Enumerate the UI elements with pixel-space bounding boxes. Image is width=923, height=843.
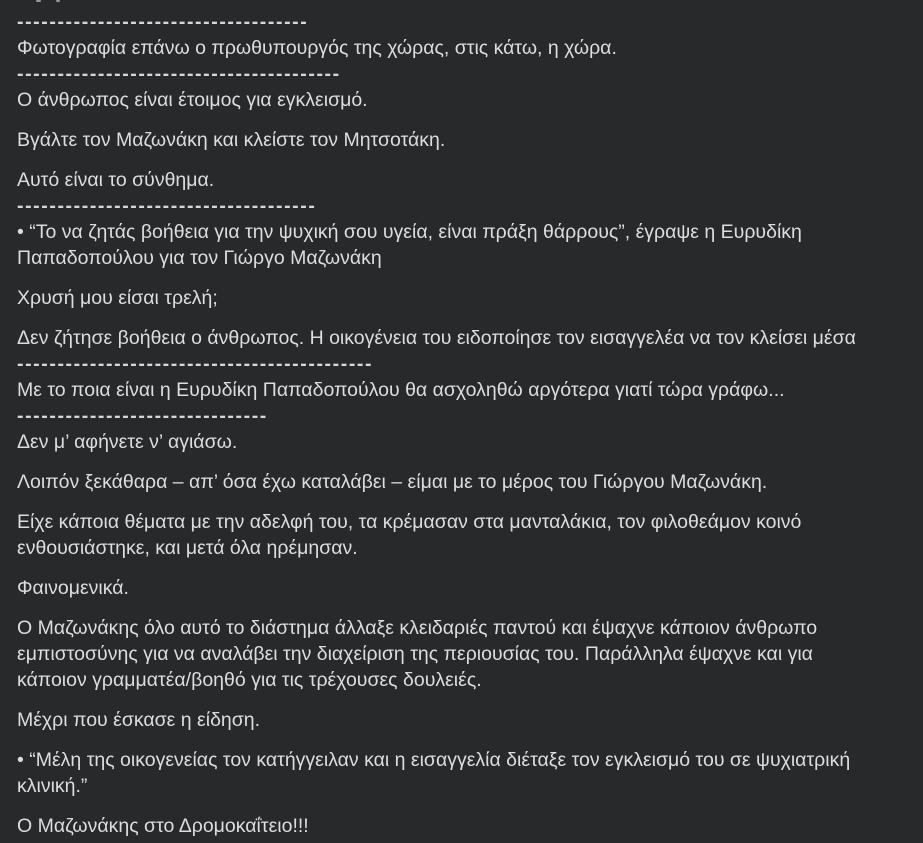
paragraph: [17, 219, 923, 271]
clipped-text-remnant: [56, 0, 60, 2]
separator-dashed-line: ----------------------------------------: [17, 63, 341, 85]
text-line: Βγάλτε τον Μαζωνάκη και κλείστε τον Μητσοτάκη.: [17, 129, 446, 151]
paragraph: [17, 377, 923, 403]
paragraph: [17, 615, 923, 693]
text-line: • “Το να ζητάς βοήθεια για την ψυχική σου υγεία, είναι πράξη θάρρους”, έγραψε η Ευρυδίκη: [17, 221, 802, 243]
separator-dashed-line: --------------------------------------------: [17, 353, 374, 375]
paragraph: [17, 575, 923, 601]
separator-dashed-line: -------------------------------: [17, 405, 268, 427]
text-line: Φωτογραφία επάνω ο πρωθυπουργός της χώρας, στις κάτω, η χώρα.: [17, 37, 617, 59]
paragraph: [17, 509, 923, 561]
text-line: Είχε κάποια θέματα με την αδελφή του, τα κρέμασαν στα μανταλάκια, τον φιλοθεάμον κοινό: [17, 511, 802, 533]
separator-dashed-line: ------------------------------------: [17, 11, 309, 33]
clipped-text-remnant: [36, 0, 41, 2]
text-line: Δεν ζήτησε βοήθεια ο άνθρωπος. Η οικογένεια του ειδοποίησε τον εισαγγελέα να τον κλείσει μέσα: [17, 327, 856, 349]
text-line: Αυτό είναι το σύνθημα.: [17, 169, 215, 191]
paragraph: [17, 325, 923, 351]
text-line: ενθουσιάστηκε, και μετά όλα ηρέμησαν.: [17, 537, 358, 559]
paragraph: [17, 707, 923, 733]
paragraph: [17, 167, 923, 193]
text-line: εμπιστοσύνης για να αναλάβει την διαχείριση της περιουσίας του. Παράλληλα έψαχνε και για: [17, 643, 813, 665]
text-line: Ο Μαζωνάκης όλο αυτό το διάστημα άλλαξε κλειδαριές παντού και έψαχνε κάποιον άνθρωπο: [17, 617, 818, 639]
text-line: Παπαδοπούλου για τον Γιώργο Μαζωνάκη: [17, 247, 382, 269]
paragraph: [17, 285, 923, 311]
text-line: Ο Μαζωνάκης στο Δρομοκαΐτειο!!!: [17, 815, 309, 837]
post-body-text: [17, 9, 923, 839]
paragraph: [17, 127, 923, 153]
text-line: Ο άνθρωπος είναι έτοιμος για εγκλεισμό.: [17, 89, 368, 111]
text-line: Μέχρι που έσκασε η είδηση.: [17, 709, 261, 731]
paragraph: [17, 813, 923, 839]
paragraph: [17, 469, 923, 495]
text-line: Λοιπόν ξεκάθαρα – απ’ όσα έχω καταλάβει – είμαι με το μέρος του Γιώργου Μαζωνάκη.: [17, 471, 768, 493]
text-line: Χρυσή μου είσαι τρελή;: [17, 287, 218, 309]
text-line: Δεν μ’ αφήνετε ν’ αγιάσω.: [17, 431, 238, 453]
paragraph: [17, 35, 923, 61]
text-line: κάποιον γραμματέα/βοηθό για τις τρέχουσες δουλειές.: [17, 669, 482, 691]
text-line: Φαινομενικά.: [17, 577, 129, 599]
paragraph: [17, 87, 923, 113]
paragraph: [17, 429, 923, 455]
text-line: • “Μέλη της οικογενείας τον κατήγγειλαν και η εισαγγελία διέταξε τον εγκλεισμό του σε ψυχιατρική: [17, 749, 851, 771]
paragraph: [17, 747, 923, 799]
text-line: Με το ποια είναι η Ευρυδίκη Παπαδοπούλου θα ασχοληθώ αργότερα γιατί τώρα γράφω...: [17, 379, 785, 401]
text-line: κλινική.”: [17, 775, 88, 797]
separator-dashed-line: -------------------------------------: [17, 195, 317, 217]
